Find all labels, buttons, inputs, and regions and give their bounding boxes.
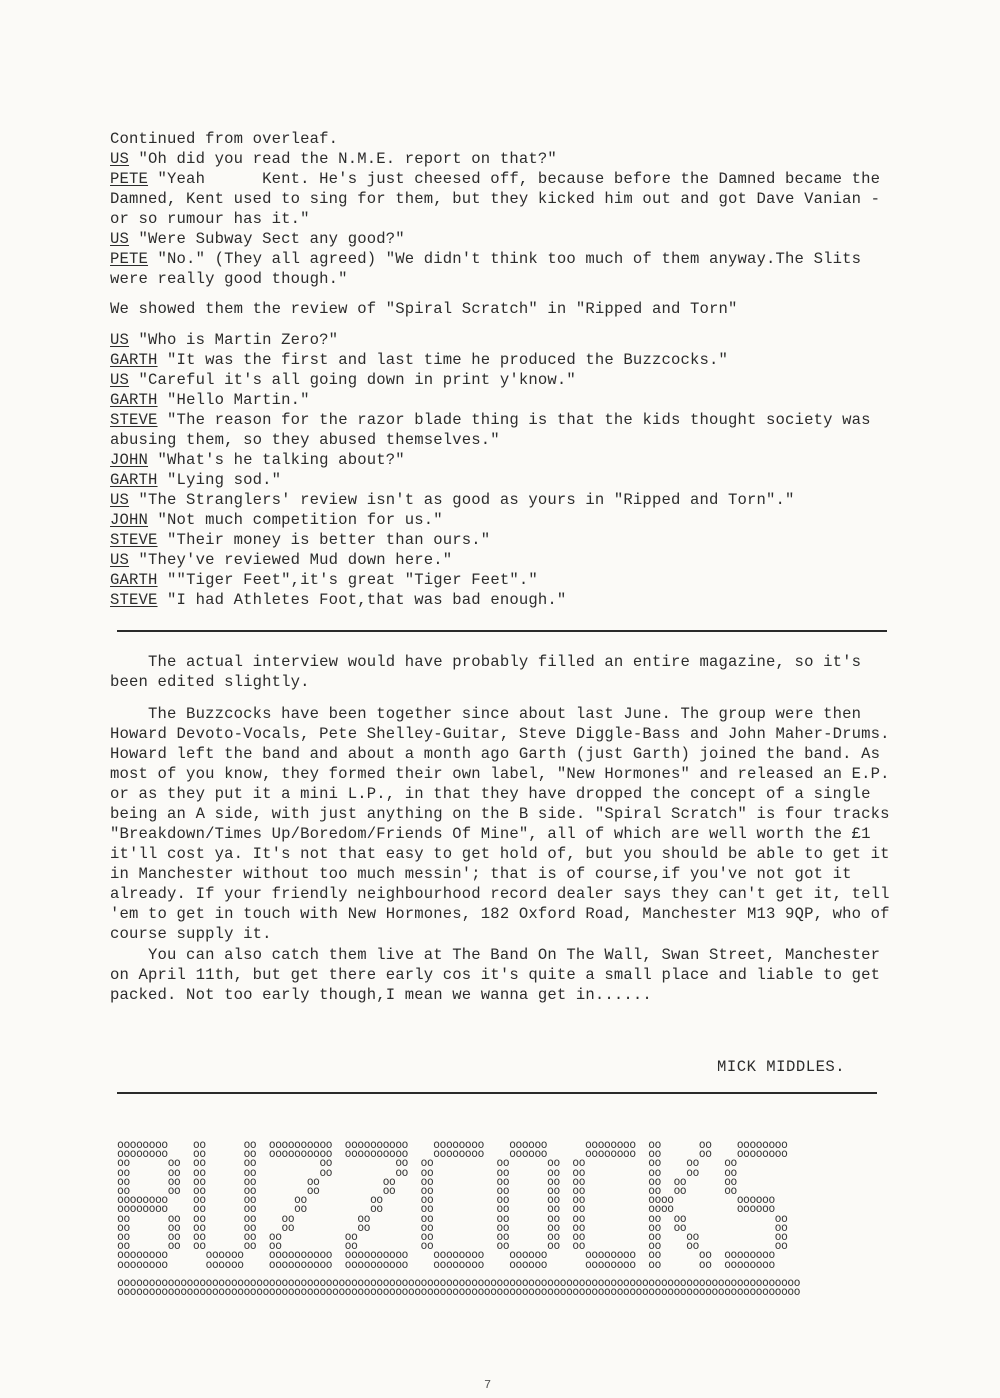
dialog-line xyxy=(110,370,930,390)
dialog-line xyxy=(110,390,930,410)
dialog-line xyxy=(110,510,930,530)
speaker-label: US xyxy=(110,551,130,569)
interview-section-1 xyxy=(110,129,930,289)
speaker-label: GARTH xyxy=(110,571,158,589)
author-signature: MICK MIDDLES. xyxy=(717,1058,846,1076)
dialog-text: ""Tiger Feet",it's great "Tiger Feet"." xyxy=(157,571,538,589)
buzzcocks-dot-logo: oooooooo oo oo oooooooooo oooooooooo oooooooo oooooo oooooooo oo oo oooooooo oooooooo oo oo oooooooooo oooooooooo oooooooo oooooo oooooooo oo oo oooooooo oo oo oo oo oo oo oo oo oo oo oo oo oo oo oo oo oo oo oo oo oo oo oo oo oo oo oo oo oo oo oo oo oo oo oo oo oo oo oo oo oo oo oo oo oo oo oo oo oo oo oo oo oooooooo oo oo oo oo oo oo oo oo oooo oooooo oooooooo oo oo oo oo oo oo oo oo oooo oooooo oo oo oo oo oo oo oo oo oo oo oo oo oo oo oo oo oo oo oo oo oo oo oo oo oo oo oo oo oo oo oo oo oo oo oo oo oo oo oo oo oo oo oo oo oo oo oo oo oo oo oo oo oooooooo oooooo oooooooooo oooooooooo oooooooo oooooo oooooooo oo oo oooooooo oooooooo oooooo oooooooooo oooooooooo oooooooo oooooo oooooooo oo oo oooooooo oooooooooooooooooooooooooooooooooooooooooooooooooooooooooooooooooooooooooooooooooooooooooooooooooooooooooooo oooooooooooooooooooooooooooooooooooooooooooooooooooooooooooooooooooooooooooooooooooooooooooooooooooooooooooo xyxy=(117,1137,800,1299)
dialog-text: were really good though." xyxy=(110,270,348,288)
dialog-text: abusing them, so they abused themselves." xyxy=(110,431,500,449)
dialog-text: "The reason for the razor blade thing is that the kids thought society was xyxy=(157,411,871,429)
article-paragraph-1 xyxy=(110,652,930,692)
dialog-text: "Who is Martin Zero?" xyxy=(129,331,339,349)
dialog-text: "The Stranglers' review isn't as good as yours in "Ripped and Torn"." xyxy=(129,491,795,509)
speaker-label: US xyxy=(110,331,130,349)
dialog-line xyxy=(110,330,930,350)
article-line: been edited slightly. xyxy=(110,673,310,691)
dialog-text: or so rumour has it." xyxy=(110,210,310,228)
dialog-line xyxy=(110,430,930,450)
dialog-text: "Lying sod." xyxy=(157,471,282,489)
dialog-line xyxy=(110,350,930,370)
article-line: "Breakdown/Times Up/Boredom/Friends Of Mine", all of which are well worth the £1 xyxy=(110,825,871,843)
dialog-text: Continued from overleaf. xyxy=(110,130,339,148)
dialog-line xyxy=(110,530,930,550)
article-paragraph-3 xyxy=(110,945,930,1005)
speaker-label: JOHN xyxy=(110,511,149,529)
speaker-label: GARTH xyxy=(110,471,158,489)
article-line: 'em to get in touch with New Hormones, 182 Oxford Road, Manchester M13 9QP, who of xyxy=(110,905,890,923)
dialog-line xyxy=(110,129,930,149)
dialog-line xyxy=(110,209,930,229)
article-line: in Manchester without too much messin'; that is of course,if you've not got it xyxy=(110,865,852,883)
article-paragraph-2 xyxy=(110,704,930,944)
dialog-text: "Yeah Kent. He's just cheesed off, because before the Damned became the xyxy=(148,170,881,188)
article-line: most of you know, they formed their own label, "New Hormones" and released an E.P. xyxy=(110,765,890,783)
speaker-label: GARTH xyxy=(110,391,158,409)
dialog-text: "It was the first and last time he produced the Buzzcocks." xyxy=(157,351,729,369)
dialog-line xyxy=(110,169,930,189)
dialog-line xyxy=(110,590,930,610)
interlude-text: We showed them the review of "Spiral Scratch" in "Ripped and Torn" xyxy=(110,300,738,318)
dialog-line xyxy=(110,410,930,430)
speaker-label: JOHN xyxy=(110,451,149,469)
article-line: on April 11th, but get there early cos it's quite a small place and liable to get xyxy=(110,966,881,984)
dialog-line xyxy=(110,490,930,510)
article-line: course supply it. xyxy=(110,925,272,943)
speaker-label: STEVE xyxy=(110,531,158,549)
dialog-line xyxy=(110,189,930,209)
dialog-text: "No." (They all agreed) "We didn't think too much of them anyway.The Slits xyxy=(148,250,862,268)
article-line: Howard left the band and about a month ago Garth (just Garth) joined the band. As xyxy=(110,745,881,763)
dialog-text: "Were Subway Sect any good?" xyxy=(129,230,405,248)
article-line: being an A side, with just anything on the B side. "Spiral Scratch" is four tracks xyxy=(110,805,890,823)
article-line: The Buzzcocks have been together since about last June. The group were then xyxy=(110,705,862,723)
article-line: already. If your friendly neighbourhood record dealer says they can't get it, tell xyxy=(110,885,890,903)
divider-rule-2 xyxy=(117,1092,877,1094)
interlude-line xyxy=(110,299,930,319)
dialog-line xyxy=(110,570,930,590)
dialog-text: "Their money is better than ours." xyxy=(157,531,491,549)
speaker-label: GARTH xyxy=(110,351,158,369)
speaker-label: PETE xyxy=(110,250,149,268)
dialog-line xyxy=(110,269,930,289)
dialog-text: "They've reviewed Mud down here." xyxy=(129,551,453,569)
dialog-text: "Hello Martin." xyxy=(157,391,310,409)
speaker-label: STEVE xyxy=(110,591,158,609)
article-line: Howard Devoto-Vocals, Pete Shelley-Guitar, Steve Diggle-Bass and John Maher-Drums. xyxy=(110,725,890,743)
dialog-line xyxy=(110,149,930,169)
speaker-label: US xyxy=(110,491,130,509)
speaker-label: PETE xyxy=(110,170,149,188)
article-line: packed. Not too early though,I mean we wanna get in...... xyxy=(110,986,652,1004)
dialog-line xyxy=(110,249,930,269)
article-line: it'll cost ya. It's not that easy to get hold of, but you should be able to get it xyxy=(110,845,890,863)
dialog-line xyxy=(110,550,930,570)
speaker-label: US xyxy=(110,371,130,389)
dialog-text: "I had Athletes Foot,that was bad enough." xyxy=(157,591,567,609)
dialog-text: "Oh did you read the N.M.E. report on that?" xyxy=(129,150,557,168)
dialog-line xyxy=(110,450,930,470)
page-number: 7 xyxy=(484,1378,492,1392)
speaker-label: US xyxy=(110,230,130,248)
speaker-label: US xyxy=(110,150,130,168)
dialog-line xyxy=(110,229,930,249)
interview-section-2 xyxy=(110,330,930,610)
dialog-text: Damned, Kent used to sing for them, but they kicked him out and got Dave Vanian - xyxy=(110,190,881,208)
article-line: or as they put it a mini L.P., in that they have dropped the concept of a single xyxy=(110,785,871,803)
divider-rule xyxy=(117,630,887,632)
article-line: The actual interview would have probably filled an entire magazine, so it's xyxy=(110,653,862,671)
dialog-line xyxy=(110,470,930,490)
speaker-label: STEVE xyxy=(110,411,158,429)
dialog-text: "Not much competition for us." xyxy=(148,511,443,529)
article-line: You can also catch them live at The Band On The Wall, Swan Street, Manchester xyxy=(110,946,881,964)
dialog-text: "Careful it's all going down in print y'know." xyxy=(129,371,576,389)
dialog-text: "What's he talking about?" xyxy=(148,451,405,469)
